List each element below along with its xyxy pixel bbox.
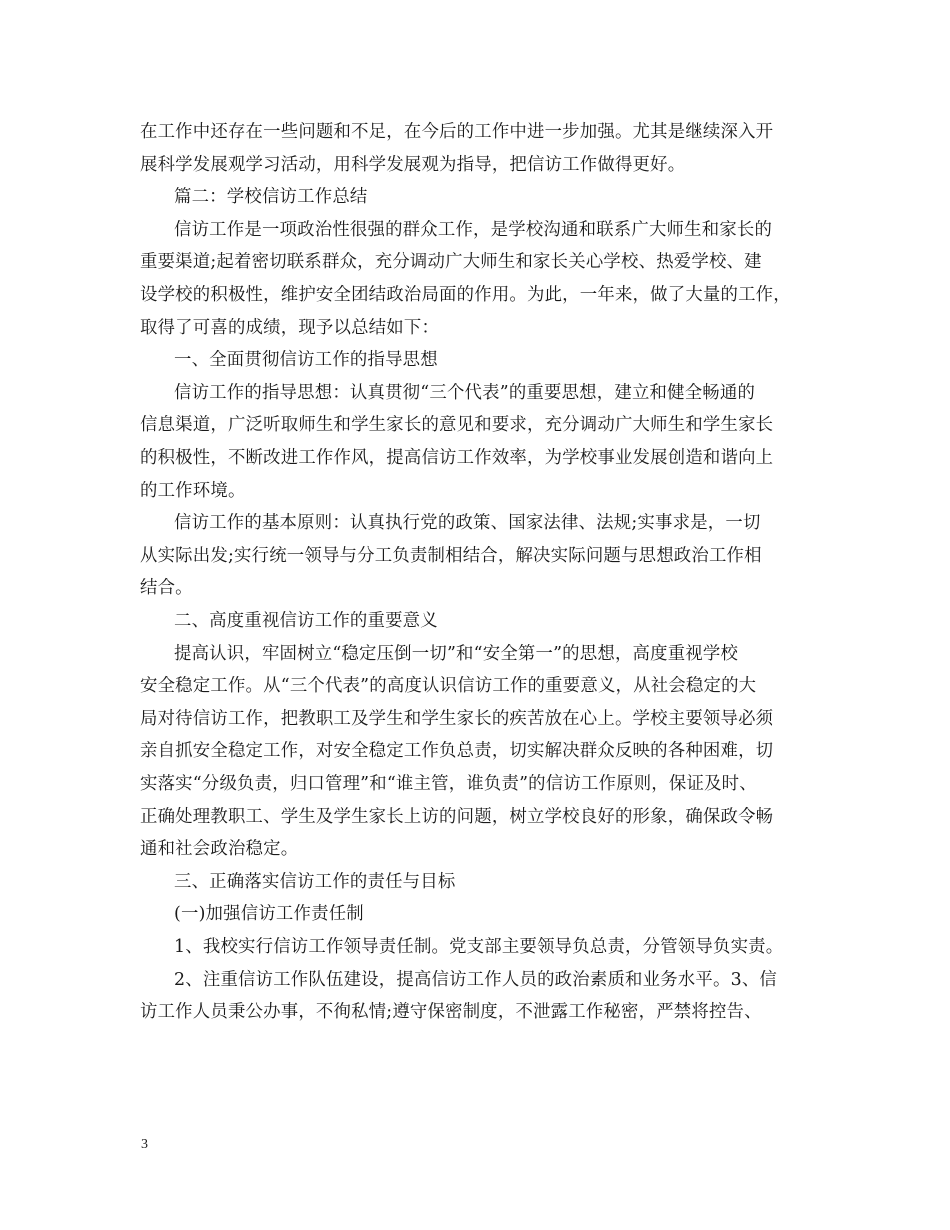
text-line: 重要渠道;起着密切联系群众，充分调动广大师生和家长关心学校、热爱学校、建 [140,252,762,273]
text-line: 从实际出发;实行统一领导与分工负责制相结合，解决实际问题与思想政治工作相 [140,545,762,566]
text-line: 2、注重信访工作队伍建设，提高信访工作人员的政治素质和业务水平。3、信 [174,969,778,990]
text-line: 提高认识，牢固树立“稳定压倒一切”和“安全第一”的思想，高度重视学校 [174,643,739,664]
text-line: 正确处理教职工、学生及学生家长上访的问题，树立学校良好的形象，确保政令畅 [140,806,774,827]
text-line: 局对待信访工作，把教职工及学生和学生家长的疾苦放在心上。学校主要领导必须 [140,708,774,729]
text-line: 三、正确落实信访工作的责任与目标 [174,871,456,892]
text-line: 信息渠道，广泛听取师生和学生家长的意见和要求，充分调动广大师生和学生家长 [140,415,774,436]
text-line: 篇二：学校信访工作总结 [174,187,368,208]
text-line: 实落实“分级负责，归口管理”和“谁主管，谁负责”的信访工作原则，保证及时、 [140,774,757,794]
text-line: 信访工作的基本原则：认真执行党的政策、国家法律、法规;实事求是，一切 [174,513,761,534]
page-number: 3 [141,1137,148,1152]
text-line: 安全稳定工作。从“三个代表”的高度认识信访工作的重要意义，从社会稳定的大 [140,676,757,697]
text-line: 信访工作是一项政治性很强的群众工作，是学校沟通和联系广大师生和家长的 [174,219,773,240]
text-line: 的工作环境。 [140,480,246,501]
text-line: 访工作人员秉公办事，不徇私情;遵守保密制度，不泄露工作秘密，严禁将控告、 [140,1002,762,1023]
text-line: 1、我校实行信访工作领导责任制。党支部主要领导负总责，分管领导负实责。 [174,937,784,957]
text-line: 二、高度重视信访工作的重要意义 [174,611,438,631]
text-line: (一)加强信访工作责任制 [174,904,364,925]
text-line: 信访工作的指导思想：认真贯彻“三个代表”的重要思想，建立和健全畅通的 [174,382,756,403]
text-line: 设学校的积极性，维护安全团结政治局面的作用。为此，一年来，做了大量的工作， [140,285,791,305]
text-line: 通和社会政治稳定。 [140,839,299,860]
text-line: 一、全面贯彻信访工作的指导思想 [174,350,438,371]
text-line: 的积极性，不断改进工作作风，提高信访工作效率，为学校事业发展创造和谐向上 [140,448,774,468]
text-line: 展科学发展观学习活动，用科学发展观为指导，把信访工作做得更好。 [140,154,686,175]
text-line: 亲自抓安全稳定工作，对安全稳定工作负总责，切实解决群众反映的各种困难，切 [140,741,774,762]
text-line: 取得了可喜的成绩，现予以总结如下： [140,317,440,338]
text-line: 结合。 [140,578,193,599]
text-line: 在工作中还存在一些问题和不足，在今后的工作中进一步加强。尤其是继续深入开 [140,122,774,142]
